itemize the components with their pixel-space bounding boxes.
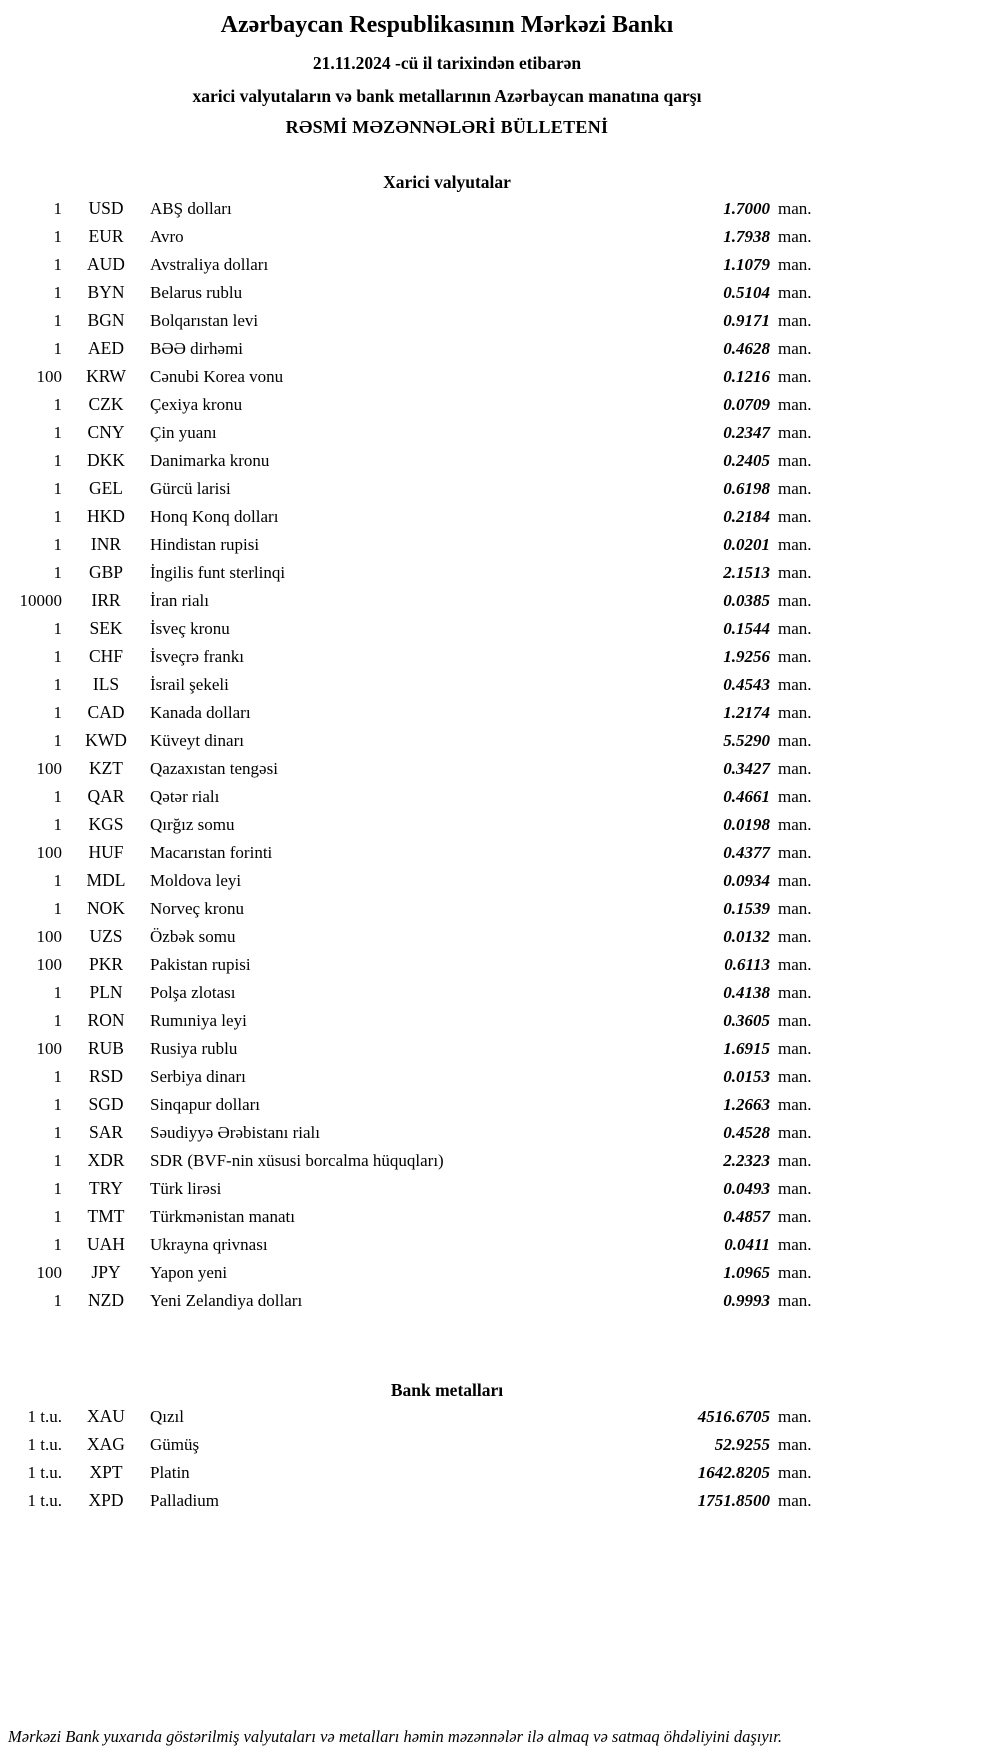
currency-name-cell: Belarus rublu bbox=[150, 283, 243, 302]
table-row bbox=[8, 450, 836, 478]
rate-cell: 0.6113 bbox=[724, 955, 770, 974]
quantity-cell: 1 bbox=[53, 563, 62, 582]
subtitle: xarici valyutaların və bank metallarının Azərbaycan manatına qarşı bbox=[192, 86, 702, 106]
currency-name-cell: Gürcü larisi bbox=[150, 479, 231, 498]
quantity-cell: 100 bbox=[36, 759, 62, 778]
table-row bbox=[8, 590, 836, 618]
table-row bbox=[8, 674, 836, 702]
currency-code-cell: XPT bbox=[89, 1462, 123, 1482]
currency-code-cell: KWD bbox=[85, 730, 127, 750]
currency-name-cell: Səudiyyə Ərəbistanı rialı bbox=[150, 1123, 320, 1142]
table-row bbox=[8, 814, 836, 842]
currency-code-cell: RSD bbox=[88, 1066, 124, 1086]
table-row bbox=[8, 1490, 836, 1518]
quantity-cell: 1 bbox=[53, 1067, 62, 1086]
unit-cell: man. bbox=[778, 1151, 812, 1170]
currency-name-cell: Ukrayna qrivnası bbox=[150, 1235, 268, 1254]
table-row bbox=[8, 338, 836, 366]
bank-title: Azərbaycan Respublikasının Mərkəzi Bankı bbox=[220, 12, 674, 38]
table-row bbox=[8, 1010, 836, 1038]
quantity-cell: 1 bbox=[53, 255, 62, 274]
currency-code-cell: BYN bbox=[87, 282, 125, 302]
rate-cell: 0.3605 bbox=[723, 1011, 770, 1030]
rate-cell: 0.4628 bbox=[723, 339, 770, 358]
table-row bbox=[8, 1094, 836, 1122]
currency-code-cell: CZK bbox=[88, 394, 124, 414]
rate-cell: 0.2405 bbox=[723, 451, 770, 470]
unit-cell: man. bbox=[778, 1011, 812, 1030]
currency-code-cell: SAR bbox=[88, 1122, 124, 1142]
rate-cell: 5.5290 bbox=[723, 731, 770, 750]
quantity-cell: 100 bbox=[36, 927, 62, 946]
unit-cell: man. bbox=[778, 899, 812, 918]
currency-code-cell: DKK bbox=[87, 450, 125, 470]
currency-code-cell: NOK bbox=[87, 898, 125, 918]
unit-cell: man. bbox=[778, 591, 812, 610]
currency-name-cell: Çexiya kronu bbox=[150, 395, 243, 414]
table-row bbox=[8, 1206, 836, 1234]
currency-code-cell: XPD bbox=[88, 1490, 124, 1510]
unit-cell: man. bbox=[778, 1123, 812, 1142]
unit-cell: man. bbox=[778, 311, 812, 330]
currency-name-cell: Avro bbox=[150, 227, 184, 246]
quantity-cell: 1 bbox=[53, 647, 62, 666]
rate-cell: 1.2663 bbox=[723, 1095, 770, 1114]
quantity-cell: 1 bbox=[53, 507, 62, 526]
currency-name-cell: Yapon yeni bbox=[150, 1263, 228, 1282]
section-title-metals: Bank metalları bbox=[390, 1380, 504, 1400]
currency-name-cell: Polşa zlotası bbox=[150, 983, 236, 1002]
rate-cell: 0.0201 bbox=[723, 535, 770, 554]
currency-code-cell: UAH bbox=[87, 1234, 125, 1254]
unit-cell: man. bbox=[778, 1263, 812, 1282]
currency-name-cell: Honq Konq dolları bbox=[150, 507, 279, 526]
currency-code-cell: SGD bbox=[88, 1094, 124, 1114]
table-row bbox=[8, 1406, 836, 1434]
quantity-cell: 1 bbox=[53, 871, 62, 890]
currency-name-cell: Avstraliya dolları bbox=[150, 255, 269, 274]
rate-cell: 0.4857 bbox=[723, 1207, 770, 1226]
table-row bbox=[8, 926, 836, 954]
quantity-cell: 1 t.u. bbox=[27, 1407, 62, 1426]
quantity-cell: 1 bbox=[53, 1291, 62, 1310]
currency-code-cell: QAR bbox=[87, 786, 125, 806]
unit-cell: man. bbox=[778, 787, 812, 806]
currency-name-cell: İsrail şekeli bbox=[150, 675, 229, 694]
quantity-cell: 100 bbox=[36, 367, 62, 386]
currency-name-cell: Qazaxıstan tengəsi bbox=[150, 759, 278, 778]
currency-name-cell: Küveyt dinarı bbox=[150, 731, 244, 750]
quantity-cell: 100 bbox=[36, 843, 62, 862]
quantity-cell: 10000 bbox=[19, 591, 62, 610]
rate-cell: 0.0385 bbox=[723, 591, 770, 610]
rate-cell: 0.1216 bbox=[723, 367, 770, 386]
quantity-cell: 1 bbox=[53, 1151, 62, 1170]
currency-name-cell: Cənubi Korea vonu bbox=[150, 367, 284, 386]
table-row bbox=[8, 254, 836, 282]
table-row bbox=[8, 786, 836, 814]
rate-cell: 0.5104 bbox=[723, 283, 770, 302]
currency-code-cell: AED bbox=[88, 338, 124, 358]
unit-cell: man. bbox=[778, 955, 812, 974]
quantity-cell: 1 bbox=[53, 1207, 62, 1226]
currency-code-cell: KRW bbox=[86, 366, 126, 386]
table-row bbox=[8, 1434, 836, 1462]
unit-cell: man. bbox=[778, 535, 812, 554]
unit-cell: man. bbox=[778, 255, 812, 274]
currency-code-cell: HUF bbox=[88, 842, 124, 862]
rate-cell: 0.0132 bbox=[723, 927, 770, 946]
currency-name-cell: Moldova leyi bbox=[150, 871, 242, 890]
unit-cell: man. bbox=[778, 1207, 812, 1226]
quantity-cell: 1 bbox=[53, 395, 62, 414]
currency-code-cell: JPY bbox=[91, 1262, 121, 1282]
unit-cell: man. bbox=[778, 451, 812, 470]
unit-cell: man. bbox=[778, 1291, 812, 1310]
quantity-cell: 1 t.u. bbox=[27, 1435, 62, 1454]
quantity-cell: 1 bbox=[53, 1095, 62, 1114]
table-row bbox=[8, 394, 836, 422]
quantity-cell: 1 bbox=[53, 283, 62, 302]
table-row bbox=[8, 898, 836, 926]
table-row bbox=[8, 954, 836, 982]
currency-name-cell: İngilis funt sterlinqi bbox=[150, 563, 286, 582]
unit-cell: man. bbox=[778, 759, 812, 778]
rate-cell: 1642.8205 bbox=[697, 1463, 770, 1482]
currency-name-cell: Çin yuanı bbox=[150, 423, 217, 442]
metals-table bbox=[0, 1406, 836, 1518]
currency-name-cell: Palladium bbox=[150, 1491, 219, 1510]
rate-cell: 0.0934 bbox=[723, 871, 770, 890]
rate-cell: 0.0198 bbox=[723, 815, 770, 834]
rate-cell: 0.4528 bbox=[723, 1123, 770, 1142]
table-row bbox=[8, 1290, 836, 1318]
currency-code-cell: RON bbox=[87, 1010, 125, 1030]
currency-name-cell: Qırğız somu bbox=[150, 815, 235, 834]
table-row bbox=[8, 618, 836, 646]
currency-name-cell: SDR (BVF-nin xüsusi borcalma hüquqları) bbox=[150, 1151, 444, 1170]
currency-code-cell: HKD bbox=[87, 506, 125, 526]
rate-cell: 4516.6705 bbox=[697, 1407, 770, 1426]
unit-cell: man. bbox=[778, 395, 812, 414]
table-row bbox=[8, 842, 836, 870]
table-row bbox=[8, 422, 836, 450]
rate-cell: 1.0965 bbox=[723, 1263, 770, 1282]
currency-name-cell: Türkmənistan manatı bbox=[150, 1207, 295, 1226]
quantity-cell: 1 t.u. bbox=[27, 1491, 62, 1510]
rate-cell: 0.4377 bbox=[723, 843, 770, 862]
quantity-cell: 1 bbox=[53, 535, 62, 554]
currency-code-cell: EUR bbox=[88, 226, 124, 246]
currency-code-cell: INR bbox=[90, 534, 122, 554]
quantity-cell: 1 bbox=[53, 983, 62, 1002]
currency-name-cell: Pakistan rupisi bbox=[150, 955, 251, 974]
unit-cell: man. bbox=[778, 983, 812, 1002]
currency-code-cell: UZS bbox=[89, 926, 123, 946]
unit-cell: man. bbox=[778, 479, 812, 498]
currency-name-cell: Sinqapur dolları bbox=[150, 1095, 261, 1114]
currency-name-cell: Hindistan rupisi bbox=[150, 535, 260, 554]
unit-cell: man. bbox=[778, 1235, 812, 1254]
rate-cell: 1.7938 bbox=[723, 227, 770, 246]
currency-code-cell: PKR bbox=[88, 954, 124, 974]
unit-cell: man. bbox=[778, 871, 812, 890]
currency-name-cell: ABŞ dolları bbox=[150, 199, 232, 218]
rate-cell: 2.2323 bbox=[723, 1151, 770, 1170]
unit-cell: man. bbox=[778, 619, 812, 638]
table-row bbox=[8, 1122, 836, 1150]
currency-code-cell: SEK bbox=[89, 618, 123, 638]
currency-name-cell: Türk lirəsi bbox=[150, 1179, 222, 1198]
quantity-cell: 1 bbox=[53, 423, 62, 442]
currency-code-cell: USD bbox=[88, 198, 124, 218]
unit-cell: man. bbox=[778, 1407, 812, 1426]
rate-cell: 1.1079 bbox=[723, 255, 770, 274]
currency-name-cell: Yeni Zelandiya dolları bbox=[150, 1291, 303, 1310]
currency-code-cell: RUB bbox=[88, 1038, 124, 1058]
unit-cell: man. bbox=[778, 507, 812, 526]
unit-cell: man. bbox=[778, 927, 812, 946]
quantity-cell: 100 bbox=[36, 1039, 62, 1058]
unit-cell: man. bbox=[778, 1435, 812, 1454]
currency-name-cell: Gümüş bbox=[150, 1435, 200, 1454]
currency-code-cell: TMT bbox=[87, 1206, 125, 1226]
rate-cell: 1751.8500 bbox=[697, 1491, 770, 1510]
currency-name-cell: Danimarka kronu bbox=[150, 451, 270, 470]
rate-cell: 0.4138 bbox=[723, 983, 770, 1002]
currency-code-cell: BGN bbox=[87, 310, 125, 330]
currency-name-cell: Platin bbox=[150, 1463, 190, 1482]
table-row bbox=[8, 1462, 836, 1490]
currency-code-cell: IRR bbox=[91, 590, 121, 610]
rate-cell: 0.0493 bbox=[723, 1179, 770, 1198]
currency-code-cell: GBP bbox=[88, 562, 124, 582]
unit-cell: man. bbox=[778, 283, 812, 302]
table-row bbox=[8, 870, 836, 898]
quantity-cell: 1 bbox=[53, 815, 62, 834]
table-row bbox=[8, 198, 836, 226]
rate-cell: 0.2184 bbox=[723, 507, 770, 526]
unit-cell: man. bbox=[778, 367, 812, 386]
quantity-cell: 1 bbox=[53, 199, 62, 218]
currency-code-cell: XAG bbox=[87, 1434, 125, 1454]
table-row bbox=[8, 534, 836, 562]
unit-cell: man. bbox=[778, 199, 812, 218]
currency-code-cell: MDL bbox=[86, 870, 126, 890]
table-row bbox=[8, 478, 836, 506]
table-row bbox=[8, 1066, 836, 1094]
rate-cell: 0.9993 bbox=[723, 1291, 770, 1310]
rate-cell: 52.9255 bbox=[714, 1435, 770, 1454]
rate-cell: 0.4543 bbox=[723, 675, 770, 694]
rate-cell: 0.9171 bbox=[723, 311, 770, 330]
currency-table bbox=[0, 198, 836, 1318]
table-row bbox=[8, 1178, 836, 1206]
currency-name-cell: Norveç kronu bbox=[150, 899, 244, 918]
unit-cell: man. bbox=[778, 1179, 812, 1198]
quantity-cell: 1 bbox=[53, 1179, 62, 1198]
unit-cell: man. bbox=[778, 1491, 812, 1510]
currency-name-cell: Özbək somu bbox=[150, 927, 236, 946]
unit-cell: man. bbox=[778, 815, 812, 834]
currency-code-cell: NZD bbox=[88, 1290, 124, 1310]
obligation-note: Mərkəzi Bank yuxarıda göstərilmiş valyutaları və metalları həmin məzənnələr ilə almaq və satmaq öhdəliyini daşıyır. bbox=[8, 1727, 782, 1746]
currency-code-cell: AUD bbox=[87, 254, 125, 274]
currency-code-cell: XDR bbox=[87, 1150, 125, 1170]
quantity-cell: 1 bbox=[53, 1011, 62, 1030]
currency-name-cell: Qətər rialı bbox=[150, 787, 220, 806]
table-row bbox=[8, 506, 836, 534]
quantity-cell: 1 bbox=[53, 451, 62, 470]
currency-code-cell: CNY bbox=[87, 422, 125, 442]
quantity-cell: 1 bbox=[53, 1235, 62, 1254]
rate-cell: 0.2347 bbox=[723, 423, 770, 442]
rate-cell: 0.0709 bbox=[723, 395, 770, 414]
rate-cell: 0.0153 bbox=[723, 1067, 770, 1086]
quantity-cell: 1 bbox=[53, 675, 62, 694]
table-row bbox=[8, 730, 836, 758]
table-row bbox=[8, 702, 836, 730]
rate-cell: 1.9256 bbox=[723, 647, 770, 666]
unit-cell: man. bbox=[778, 563, 812, 582]
rate-cell: 0.1544 bbox=[723, 619, 770, 638]
document-header bbox=[0, 0, 894, 138]
unit-cell: man. bbox=[778, 423, 812, 442]
rate-cell: 0.6198 bbox=[723, 479, 770, 498]
currency-code-cell: CAD bbox=[87, 702, 125, 722]
table-row bbox=[8, 310, 836, 338]
unit-cell: man. bbox=[778, 647, 812, 666]
unit-cell: man. bbox=[778, 1463, 812, 1482]
currency-name-cell: İsveçrə frankı bbox=[150, 647, 244, 666]
table-row bbox=[8, 1234, 836, 1262]
currency-code-cell: KZT bbox=[88, 758, 124, 778]
effective-date: 21.11.2024 -cü il tarixindən etibarən bbox=[312, 53, 582, 73]
currency-name-cell: Rumıniya leyi bbox=[150, 1011, 247, 1030]
unit-cell: man. bbox=[778, 1095, 812, 1114]
currency-code-cell: CHF bbox=[88, 646, 124, 666]
quantity-cell: 1 bbox=[53, 339, 62, 358]
currency-name-cell: İsveç kronu bbox=[150, 619, 230, 638]
quantity-cell: 100 bbox=[36, 1263, 62, 1282]
table-row bbox=[8, 646, 836, 674]
quantity-cell: 1 bbox=[53, 619, 62, 638]
unit-cell: man. bbox=[778, 1067, 812, 1086]
table-row bbox=[8, 758, 836, 786]
table-row bbox=[8, 1262, 836, 1290]
table-row bbox=[8, 562, 836, 590]
currency-code-cell: XAU bbox=[87, 1406, 125, 1426]
quantity-cell: 1 bbox=[53, 479, 62, 498]
currency-name-cell: Bolqarıstan levi bbox=[150, 311, 259, 330]
quantity-cell: 1 bbox=[53, 227, 62, 246]
quantity-cell: 100 bbox=[36, 955, 62, 974]
quantity-cell: 1 t.u. bbox=[27, 1463, 62, 1482]
currency-name-cell: Qızıl bbox=[150, 1407, 184, 1426]
unit-cell: man. bbox=[778, 675, 812, 694]
currency-name-cell: Serbiya dinarı bbox=[150, 1067, 246, 1086]
unit-cell: man. bbox=[778, 227, 812, 246]
unit-cell: man. bbox=[778, 731, 812, 750]
currency-code-cell: TRY bbox=[88, 1178, 124, 1198]
unit-cell: man. bbox=[778, 703, 812, 722]
table-row bbox=[8, 366, 836, 394]
table-row bbox=[8, 226, 836, 254]
currency-name-cell: Macarıstan forinti bbox=[150, 843, 273, 862]
currency-code-cell: GEL bbox=[88, 478, 124, 498]
bulletin-title: RƏSMİ MƏZƏNNƏLƏRİ BÜLLETENİ bbox=[285, 117, 609, 137]
rate-cell: 1.7000 bbox=[723, 199, 770, 218]
rate-cell: 1.6915 bbox=[723, 1039, 770, 1058]
currency-name-cell: Kanada dolları bbox=[150, 703, 251, 722]
table-row bbox=[8, 282, 836, 310]
rate-cell: 0.0411 bbox=[724, 1235, 770, 1254]
quantity-cell: 1 bbox=[53, 703, 62, 722]
currency-code-cell: ILS bbox=[92, 674, 120, 694]
unit-cell: man. bbox=[778, 843, 812, 862]
quantity-cell: 1 bbox=[53, 899, 62, 918]
rate-cell: 0.1539 bbox=[723, 899, 770, 918]
section-title-currencies: Xarici valyutalar bbox=[383, 172, 511, 192]
rate-cell: 0.4661 bbox=[723, 787, 770, 806]
currency-code-cell: PLN bbox=[89, 982, 123, 1002]
currency-code-cell: KGS bbox=[88, 814, 124, 834]
quantity-cell: 1 bbox=[53, 731, 62, 750]
table-row bbox=[8, 1038, 836, 1066]
unit-cell: man. bbox=[778, 339, 812, 358]
rate-cell: 0.3427 bbox=[723, 759, 770, 778]
table-row bbox=[8, 982, 836, 1010]
currency-name-cell: İran rialı bbox=[150, 591, 209, 610]
table-row bbox=[8, 1150, 836, 1178]
unit-cell: man. bbox=[778, 1039, 812, 1058]
currency-name-cell: BƏƏ dirhəmi bbox=[150, 339, 244, 358]
quantity-cell: 1 bbox=[53, 787, 62, 806]
quantity-cell: 1 bbox=[53, 1123, 62, 1142]
rate-cell: 1.2174 bbox=[723, 703, 770, 722]
rate-cell: 2.1513 bbox=[723, 563, 770, 582]
quantity-cell: 1 bbox=[53, 311, 62, 330]
currency-name-cell: Rusiya rublu bbox=[150, 1039, 238, 1058]
